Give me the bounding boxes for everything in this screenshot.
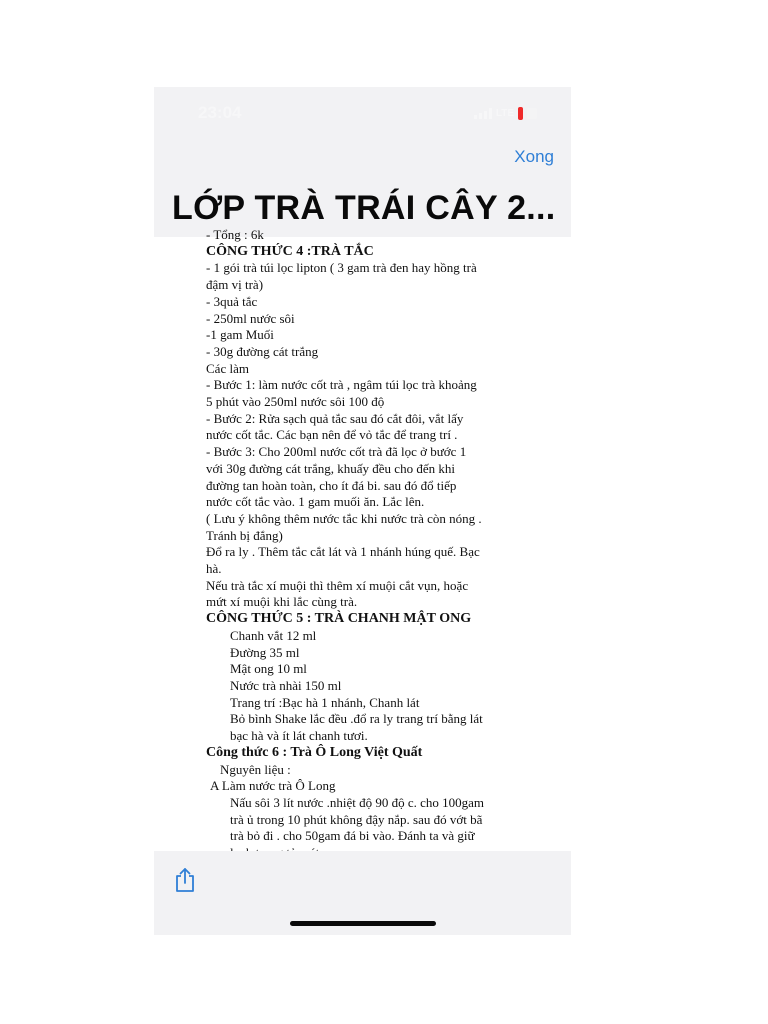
signal-icon	[474, 108, 492, 119]
section-heading: CÔNG THỨC 4 :TRÀ TẮC	[206, 243, 374, 259]
document-line: ( Lưu ý không thêm nước tắc khi nước trà còn nóng .	[206, 510, 482, 526]
top-bar	[154, 87, 571, 237]
document-line: Bỏ bình Shake lắc đều .đổ ra ly trang trí bằng lát	[230, 711, 483, 727]
document-line: A Làm nước trà Ô Long	[210, 778, 336, 794]
share-icon	[172, 867, 198, 893]
share-button[interactable]	[172, 867, 198, 893]
document-line: Đường 35 ml	[230, 644, 300, 660]
document-line: trà ủ trong 10 phút không đậy nắp. sau đó vớt bã	[230, 811, 483, 827]
document-lines	[206, 227, 546, 862]
document-line: -1 gam Muối	[206, 327, 274, 343]
bottom-toolbar	[154, 851, 571, 935]
done-button[interactable]: Xong	[514, 147, 554, 166]
document-line: - Tổng : 6k	[206, 227, 264, 242]
document-line: Đổ ra ly . Thêm tắc cắt lát và 1 nhánh húng quế. Bạc	[206, 544, 480, 560]
document-line: với 30g đường cát trắng, khuấy đều cho đến khi	[206, 460, 455, 476]
document-line: trà bỏ đi . cho 50gam đá bi vào. Đánh ta và giữ	[230, 828, 475, 844]
document-line: bạc hà và ít lát chanh tươi.	[230, 728, 368, 744]
document-line: - 30g đường cát trắng	[206, 343, 319, 359]
battery-icon	[518, 107, 523, 120]
section-heading: CÔNG THỨC 5 : TRÀ CHANH MẬT ONG	[206, 611, 472, 627]
document-line: nước cốt tắc. Các bạn nên để vỏ tắc để trang trí .	[206, 427, 458, 443]
home-indicator[interactable]	[290, 921, 436, 926]
document-line: - 250ml nước sôi	[206, 310, 295, 326]
network-label: LTE	[495, 108, 514, 119]
document-line: Nếu trà tắc xí muội thì thêm xí muội cắt vụn, hoặc	[206, 577, 469, 593]
document-line: 5 phút vào 250ml nước sôi 100 độ	[206, 394, 385, 410]
section-heading: Công thức 6 : Trà Ô Long Việt Quất	[206, 744, 423, 760]
document-line: hà.	[206, 561, 222, 577]
document-line: - Bước 1: làm nước cốt trà , ngâm túi lọc trà khoảng	[206, 377, 477, 393]
document-viewer	[154, 87, 571, 935]
document-line: - 1 gói trà túi lọc lipton ( 3 gam trà đen hay hồng trà	[206, 260, 477, 276]
document-line: Trang trí :Bạc hà 1 nhánh, Chanh lát	[230, 694, 420, 710]
document-line: Nấu sôi 3 lít nước .nhiệt độ 90 độ c. cho 100gam	[230, 794, 485, 810]
document-line: Chanh vắt 12 ml	[230, 627, 317, 643]
document-line: nước cốt tắc vào. 1 gam muối ăn. Lắc lên.	[206, 494, 425, 510]
document-content[interactable]	[154, 227, 571, 851]
document-line: Mật ong 10 ml	[230, 661, 307, 677]
document-line: đường tan hoàn toàn, cho ít đá bi. sau đó đổ tiếp	[206, 477, 457, 493]
document-line: Nước trà nhài 150 ml	[230, 677, 342, 693]
battery-body	[527, 108, 537, 119]
document-line: - 3quả tắc	[206, 293, 258, 309]
document-line: - Bước 3: Cho 200ml nước cốt trà đã lọc ở bước 1	[206, 444, 467, 460]
document-line: mứt xí muội khi lắc cùng trà.	[206, 594, 358, 610]
document-title: LỚP TRÀ TRÁI CÂY 2...	[172, 189, 556, 227]
status-icons	[474, 107, 537, 120]
document-line: Nguyên liệu :	[220, 761, 291, 777]
document-line: Các làm	[206, 360, 249, 376]
status-time: 23:04	[198, 103, 242, 122]
document-line: Tránh bị đắng)	[206, 527, 283, 543]
document-line: - Bước 2: Rửa sạch quả tắc sau đó cắt đôi, vắt lấy	[206, 410, 464, 426]
document-line: đậm vị trà)	[206, 277, 264, 293]
